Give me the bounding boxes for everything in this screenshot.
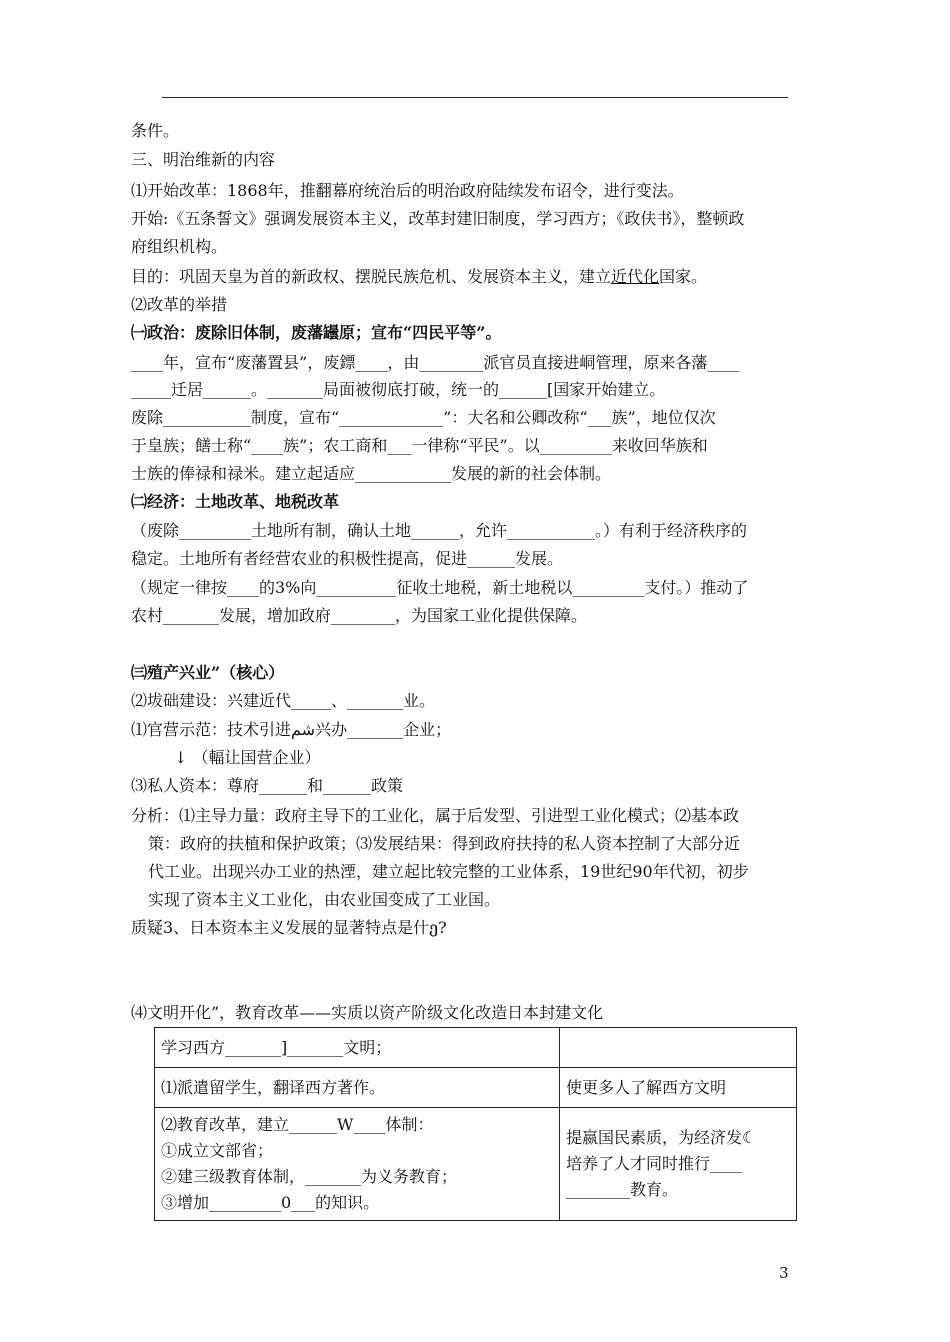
text-line: 于皇族；饍士称“____族”；农工商和___一律称“平民”。以_________来收回华族和	[131, 436, 708, 455]
section-heading: 三、明治维新的内容	[131, 150, 276, 169]
text-line: 稳定。土地所有者经营农业的积极性提高，促进______发展。	[131, 549, 564, 568]
analysis-line: 策：政府的扶植和保护政策；⑶发展结果：得到政府扶持的私人资本控制了大部分近	[148, 834, 741, 853]
text-line: _____迁居______。_______局面被彻底打破，统一的______[国家开始建立。	[131, 380, 666, 399]
text-line: （规定一律按____的3%向__________征收土地税，新土地税以_________支付。）推动了	[131, 578, 749, 597]
text-line: 府组织机构。	[131, 237, 228, 256]
page-number: 3	[779, 1264, 789, 1282]
analysis-line: 分析：⑴主导力量：政府主导下的工业化，属于后发型、引进型工业化模式；⑵基本政	[131, 806, 740, 825]
bold-heading-economy: ㈡经济：土地改革、地税改革	[131, 492, 340, 511]
bold-heading-politics: ㈠政治：废除旧体制，废藩罎原；宣布“四民平等”。	[131, 323, 502, 342]
text-line: 条件。	[131, 121, 180, 140]
text-line: ⑶私人资本：尊府______和______政策	[131, 776, 404, 795]
cell-line: ②建三级教育体制，_______为义务教育；	[161, 1167, 458, 1186]
analysis-line: 实现了资本主义工业化，由农业国变成了工业国。	[148, 890, 501, 909]
analysis-line: 代工业。出现兴办工业的热湮，建立起比较完整的工业体系，19世纪90年代初，初步	[148, 862, 749, 881]
cell-line: 提嬴国民素质，为经济发☾	[566, 1128, 757, 1147]
table-cell	[155, 1108, 560, 1221]
bold-heading-industry: ㈢殖产兴业”（核心）	[131, 663, 285, 682]
text-line: 开始:《五条誓文》强调发展资本主义，改革封建旧制度，学习西方；《政伕书》，整顿政	[131, 209, 745, 228]
goal-text: 目的：巩固天皇为首的新政权、摆脱民族危机、发展资本主义，建立	[131, 267, 612, 286]
goal-tail: 国家。	[659, 267, 708, 286]
text-line: ⑴官营示范：技术引进شم兴办_______企业；	[131, 720, 452, 739]
cell-line: ⑵教育改革，建立______W____体制：	[161, 1115, 434, 1134]
table-row	[155, 1028, 797, 1068]
text-line: ⑷文明开化”，教育改革——实质以资产阶级文化改造日本封建文化	[131, 1003, 604, 1022]
goal-underlined: 近代化	[611, 267, 660, 286]
text-line: 士族的俸禄和禄米。建立起适应____________发展的新的社会体制。	[131, 464, 612, 483]
table-cell: 使更多人了解西方文明	[560, 1068, 797, 1108]
text-line: ____年，宣布“废藩置县”，废鏢____，由________派官员直接进峒管理，原来各藩____	[131, 353, 740, 372]
table-cell	[560, 1108, 797, 1221]
cell-line: ①成立文部省；	[161, 1141, 274, 1160]
text-line: 废除___________制度，宣布“_____________”：大名和公卿改称“___族”，地位仅次	[131, 408, 716, 427]
subsection-heading: ⑵改革的举措	[131, 295, 228, 314]
cell-line: ________教育。	[566, 1180, 679, 1199]
table-cell: ⑴派遣留学生，翻译西方著作。	[155, 1068, 560, 1108]
text-line-goal	[131, 266, 707, 288]
education-table	[154, 1027, 797, 1221]
question-line: 质疑3、日本资本主义发展的显著特点是什ე?	[131, 918, 447, 937]
cell-line: 培养了人才同时推行____	[566, 1154, 743, 1173]
table-row	[155, 1108, 797, 1221]
table-row	[155, 1068, 797, 1108]
text-line: ⑴开始改革：1868年，推翻幕府统治后的明治政府陆续发布诏令，进行变法。	[131, 181, 684, 200]
table-cell	[560, 1028, 797, 1068]
text-line: 农村_______发展，增加政府________，为国家工业化提供保障。	[131, 606, 588, 625]
arrow-line: ↓ （輻让国营企业）	[174, 748, 321, 767]
cell-line: ③增加_________0___的知识。	[161, 1193, 380, 1212]
header-rule	[162, 97, 788, 98]
text-line: （废除_________土地所有制，确认土地______，允许___________。）有利于经济秩序的	[131, 521, 748, 540]
table-cell: 学习西方_______]_______文明；	[155, 1028, 560, 1068]
text-line: ⑵坺础建设：兴建近代_____、_______业。	[131, 691, 436, 710]
